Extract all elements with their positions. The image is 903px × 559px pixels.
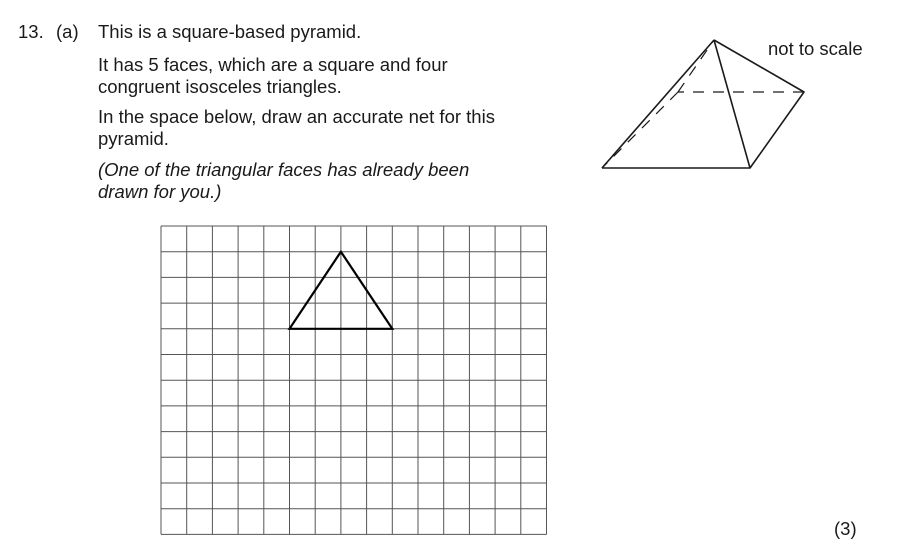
faces-description [98,54,448,98]
pyramid-hidden-apex-edge [678,40,714,92]
question-intro: This is a square-based pyramid. [98,21,362,42]
question-number: 13. [18,21,44,42]
net-instruction-line: pyramid. [98,128,169,149]
pyramid-diagram [596,34,806,174]
net-instruction-line: In the space below, draw an accurate net for this [98,106,495,127]
faces-description-line: congruent isosceles triangles. [98,76,342,97]
pyramid-left-edge [602,40,714,168]
net-drawing-grid[interactable] [160,225,550,537]
hint-text [98,159,469,203]
scale-note: not to scale [768,38,863,59]
net-instruction [98,106,495,150]
faces-description-line: It has 5 faces, which are a square and four [98,54,448,75]
question-part: (a) [56,21,79,42]
pyramid-front-edge [714,40,750,168]
hint-text-line: drawn for you.) [98,181,222,202]
marks-available: (3) [834,518,857,539]
hint-text-line: (One of the triangular faces has already been [98,159,470,180]
pyramid-hidden-left-base [602,92,678,168]
pyramid-front-base [602,40,804,168]
